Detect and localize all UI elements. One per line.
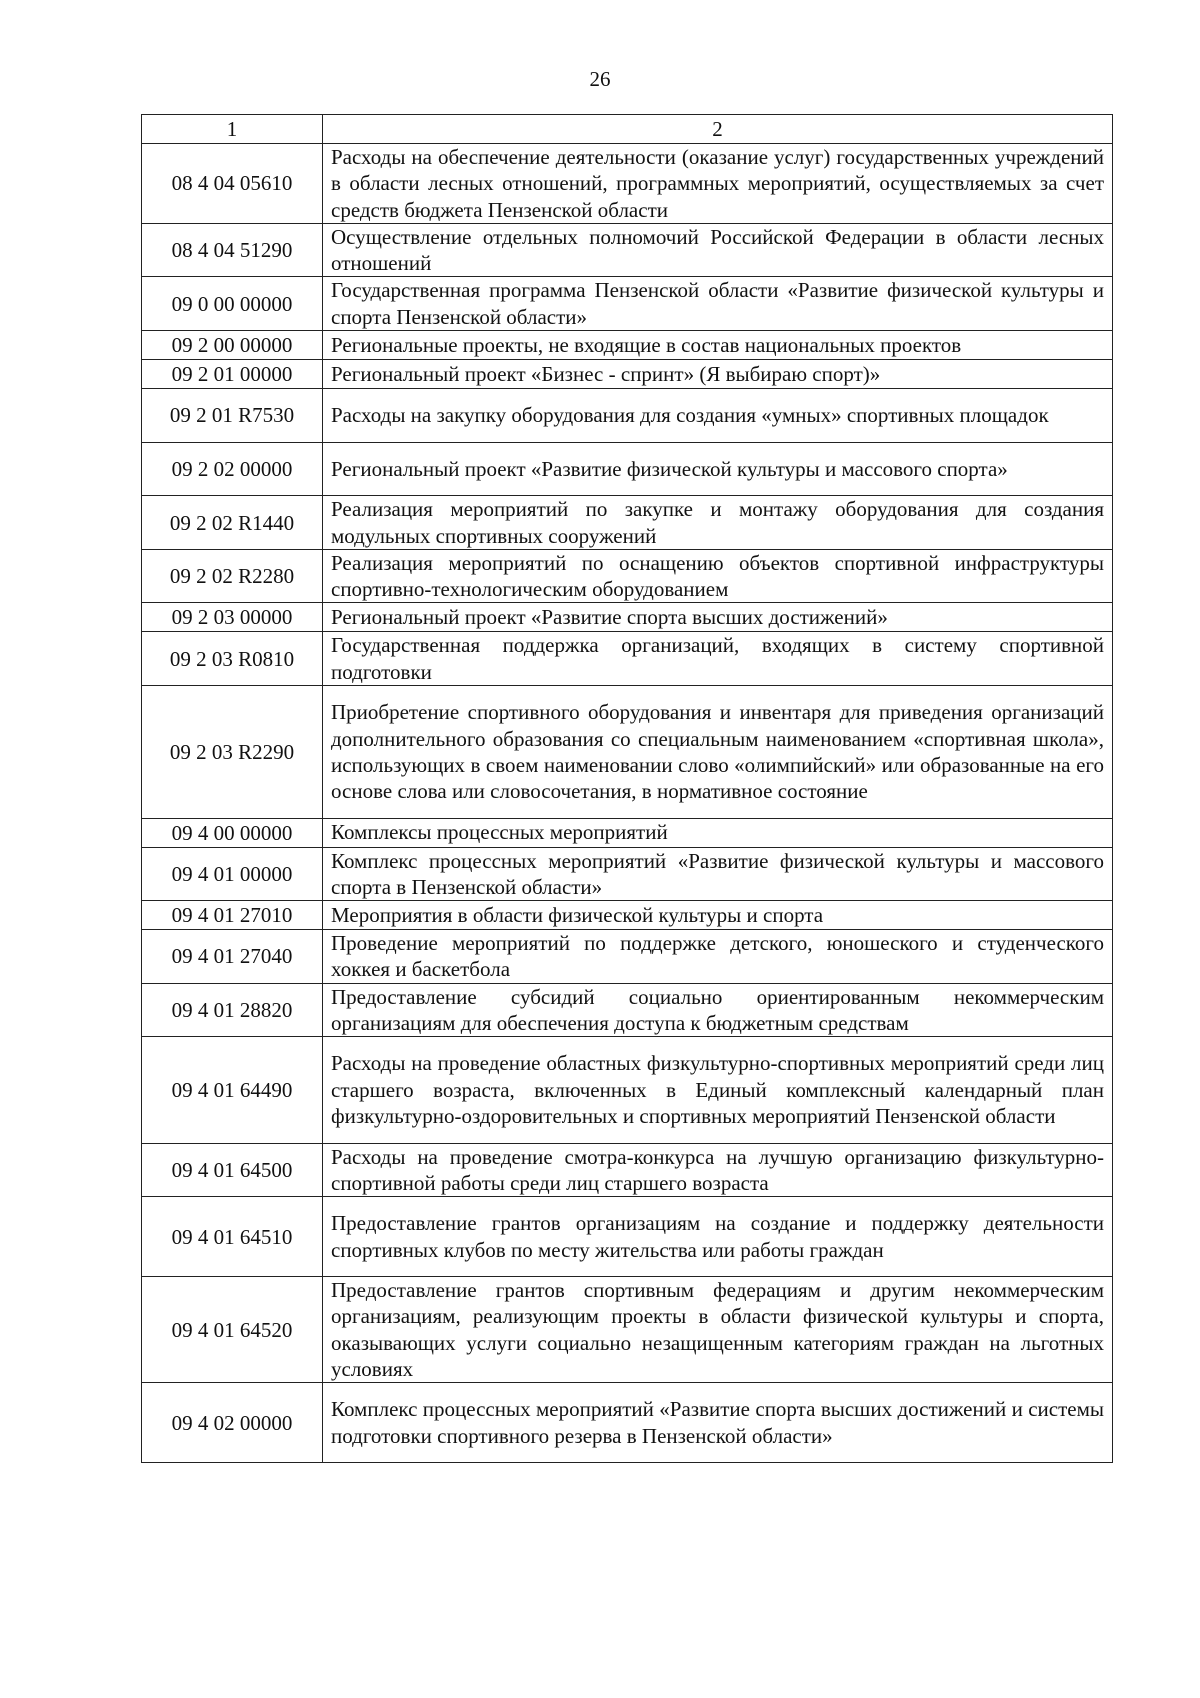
table-row — [142, 901, 1113, 930]
row-name: Региональный проект «Бизнес - спринт» (Я выбираю спорт)» — [323, 360, 1113, 389]
column-header-code: 1 — [142, 115, 323, 144]
row-name: Реализация мероприятий по закупке и монтажу оборудования для создания модульных спортивных сооружений — [323, 496, 1113, 550]
row-name: Приобретение спортивного оборудования и инвентаря для приведения организаций дополнительного образования со специальным наименованием «спортивная школа», использующих в своем наименовании слово «олимпийский» или образованные на его основе слова или словосочетания, в нормативное состояние — [323, 686, 1113, 819]
table-row — [142, 930, 1113, 984]
table-row — [142, 632, 1113, 686]
table-row — [142, 549, 1113, 603]
table-row — [142, 331, 1113, 360]
table-body — [142, 115, 1113, 1463]
row-code: 09 4 01 27040 — [142, 930, 323, 984]
row-name: Государственная поддержка организаций, входящих в систему спортивной подготовки — [323, 632, 1113, 686]
row-code: 09 4 01 27010 — [142, 901, 323, 930]
row-code: 09 2 01 R7530 — [142, 389, 323, 443]
row-name: Расходы на закупку оборудования для создания «умных» спортивных площадок — [323, 389, 1113, 443]
row-code: 09 2 02 R2280 — [142, 549, 323, 603]
row-code: 09 2 03 R2290 — [142, 686, 323, 819]
row-name: Осуществление отдельных полномочий Российской Федерации в области лесных отношений — [323, 223, 1113, 277]
row-name: Государственная программа Пензенской области «Развитие физической культуры и спорта Пензенской области» — [323, 277, 1113, 331]
table-header-row — [142, 115, 1113, 144]
budget-classification-table — [141, 114, 1113, 1463]
row-code: 09 2 03 00000 — [142, 603, 323, 632]
row-name: Расходы на проведение смотра-конкурса на лучшую организацию физкультурно-спортивной работы среди лиц старшего возраста — [323, 1143, 1113, 1197]
row-name: Предоставление субсидий социально ориентированным некоммерческим организациям для обеспечения доступа к бюджетным средствам — [323, 983, 1113, 1037]
row-name: Региональные проекты, не входящие в состав национальных проектов — [323, 331, 1113, 360]
row-name: Реализация мероприятий по оснащению объектов спортивной инфраструктуры спортивно-технологическим оборудованием — [323, 549, 1113, 603]
table-row — [142, 1197, 1113, 1277]
row-code: 09 4 01 64500 — [142, 1143, 323, 1197]
table-row — [142, 360, 1113, 389]
row-code: 09 4 00 00000 — [142, 818, 323, 847]
row-code: 09 4 02 00000 — [142, 1383, 323, 1463]
table-row — [142, 847, 1113, 901]
table-row — [142, 603, 1113, 632]
row-name: Мероприятия в области физической культуры и спорта — [323, 901, 1113, 930]
table-row — [142, 277, 1113, 331]
row-code: 09 2 01 00000 — [142, 360, 323, 389]
row-name: Региональный проект «Развитие спорта высших достижений» — [323, 603, 1113, 632]
row-code: 09 4 01 64510 — [142, 1197, 323, 1277]
table-row — [142, 1143, 1113, 1197]
table-row — [142, 1037, 1113, 1143]
row-code: 08 4 04 51290 — [142, 223, 323, 277]
table-row — [142, 442, 1113, 496]
row-code: 08 4 04 05610 — [142, 144, 323, 224]
table-row — [142, 144, 1113, 224]
row-code: 09 2 02 00000 — [142, 442, 323, 496]
row-name: Предоставление грантов организациям на создание и поддержку деятельности спортивных клубов по месту жительства или работы граждан — [323, 1197, 1113, 1277]
row-code: 09 2 02 R1440 — [142, 496, 323, 550]
row-code: 09 4 01 64520 — [142, 1277, 323, 1383]
page-number: 26 — [589, 67, 611, 91]
table-row — [142, 818, 1113, 847]
table-row — [142, 983, 1113, 1037]
row-name: Расходы на обеспечение деятельности (оказание услуг) государственных учреждений в области лесных отношений, программных мероприятий, осуществляемых за счет средств бюджета Пензенской области — [323, 144, 1113, 224]
row-code: 09 2 03 R0810 — [142, 632, 323, 686]
row-code: 09 4 01 64490 — [142, 1037, 323, 1143]
row-code: 09 2 00 00000 — [142, 331, 323, 360]
table-row — [142, 1277, 1113, 1383]
row-name: Расходы на проведение областных физкультурно-спортивных мероприятий среди лиц старшего возраста, включенных в Единый комплексный календарный план физкультурно-оздоровительных и спортивных мероприятий Пензенской области — [323, 1037, 1113, 1143]
row-code: 09 4 01 00000 — [142, 847, 323, 901]
row-name: Комплекс процессных мероприятий «Развитие спорта высших достижений и системы подготовки спортивного резерва в Пензенской области» — [323, 1383, 1113, 1463]
table-row — [142, 389, 1113, 443]
row-code: 09 0 00 00000 — [142, 277, 323, 331]
row-name: Региональный проект «Развитие физической культуры и массового спорта» — [323, 442, 1113, 496]
row-name: Комплекс процессных мероприятий «Развитие физической культуры и массового спорта в Пензенской области» — [323, 847, 1113, 901]
row-name: Предоставление грантов спортивным федерациям и другим некоммерческим организациям, реализующим проекты в области физической культуры и спорта, оказывающих услуги социально незащищенным категориям граждан на льготных условиях — [323, 1277, 1113, 1383]
table-row — [142, 223, 1113, 277]
row-name: Проведение мероприятий по поддержке детского, юношеского и студенческого хоккея и баскетбола — [323, 930, 1113, 984]
table-row — [142, 496, 1113, 550]
row-code: 09 4 01 28820 — [142, 983, 323, 1037]
row-name: Комплексы процессных мероприятий — [323, 818, 1113, 847]
table-row — [142, 1383, 1113, 1463]
table-row — [142, 686, 1113, 819]
column-header-name: 2 — [323, 115, 1113, 144]
